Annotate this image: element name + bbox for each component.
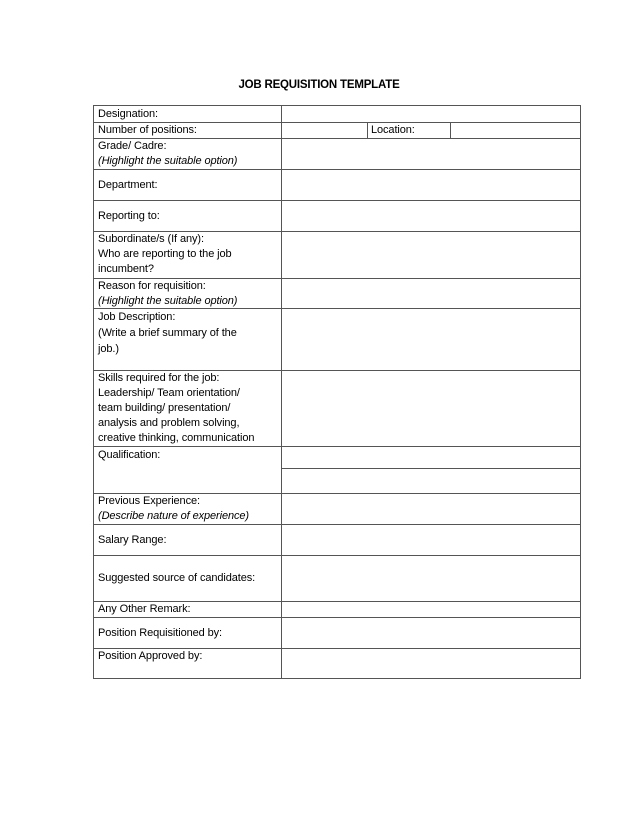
previous-experience-note: (Describe nature of experience) xyxy=(98,510,249,522)
reason-note: (Highlight the suitable option) xyxy=(98,295,238,307)
any-other-remark-field[interactable] xyxy=(282,602,580,617)
reporting-to-field[interactable] xyxy=(282,201,580,231)
position-approved-by-label: Position Approved by: xyxy=(98,650,203,662)
number-of-positions-label: Number of positions: xyxy=(98,124,197,136)
location-label: Location: xyxy=(371,124,415,136)
qualification-field-1[interactable] xyxy=(282,447,580,468)
skills-field[interactable] xyxy=(282,371,580,446)
reason-cell xyxy=(94,279,281,309)
grade-cell xyxy=(94,139,281,169)
skills-line: team building/ presentation/ xyxy=(98,402,231,414)
department-field[interactable] xyxy=(282,170,580,200)
skills-line: Leadership/ Team orientation/ xyxy=(98,387,240,399)
previous-experience-cell xyxy=(94,494,281,524)
job-description-cell xyxy=(94,309,281,357)
suggested-source-label: Suggested source of candidates: xyxy=(98,572,256,584)
designation-label: Designation: xyxy=(98,108,158,120)
salary-range-field[interactable] xyxy=(282,525,580,555)
subordinates-cell xyxy=(94,232,281,277)
subordinates-label-line: incumbent? xyxy=(98,263,154,275)
skills-line: analysis and problem solving, xyxy=(98,417,240,429)
number-of-positions-field[interactable] xyxy=(282,123,367,138)
reason-label: Reason for requisition: xyxy=(98,280,206,292)
job-description-line: (Write a brief summary of the xyxy=(98,327,237,339)
designation-field[interactable] xyxy=(282,106,580,122)
skills-cell xyxy=(94,371,281,446)
reason-field[interactable] xyxy=(282,279,580,308)
page-title: JOB REQUISITION TEMPLATE xyxy=(238,79,400,91)
reporting-to-label: Reporting to: xyxy=(98,210,160,222)
grade-field[interactable] xyxy=(282,139,580,169)
position-requisitioned-by-field[interactable] xyxy=(282,618,580,648)
subordinates-label-line: Subordinate/s (If any): xyxy=(98,233,204,245)
salary-range-label: Salary Range: xyxy=(98,534,167,546)
subordinates-label-line: Who are reporting to the job xyxy=(98,248,232,260)
grade-label: Grade/ Cadre: xyxy=(98,140,167,152)
location-field[interactable] xyxy=(451,123,580,138)
skills-line: creative thinking, communication xyxy=(98,432,255,444)
department-label: Department: xyxy=(98,179,158,191)
suggested-source-field[interactable] xyxy=(282,556,580,601)
job-description-field[interactable] xyxy=(282,309,580,370)
subordinates-field[interactable] xyxy=(282,232,580,278)
job-description-line: job.) xyxy=(98,343,119,355)
job-description-line: Job Description: xyxy=(98,311,176,323)
position-approved-by-field[interactable] xyxy=(282,649,580,678)
skills-line: Skills required for the job: xyxy=(98,372,220,384)
qualification-label: Qualification: xyxy=(98,449,161,461)
grade-note: (Highlight the suitable option) xyxy=(98,155,238,167)
previous-experience-field[interactable] xyxy=(282,494,580,524)
qualification-field-2[interactable] xyxy=(282,469,580,493)
previous-experience-label: Previous Experience: xyxy=(98,495,200,507)
job-requisition-form xyxy=(93,105,581,679)
any-other-remark-label: Any Other Remark: xyxy=(98,603,191,615)
position-requisitioned-by-label: Position Requisitioned by: xyxy=(98,627,222,639)
